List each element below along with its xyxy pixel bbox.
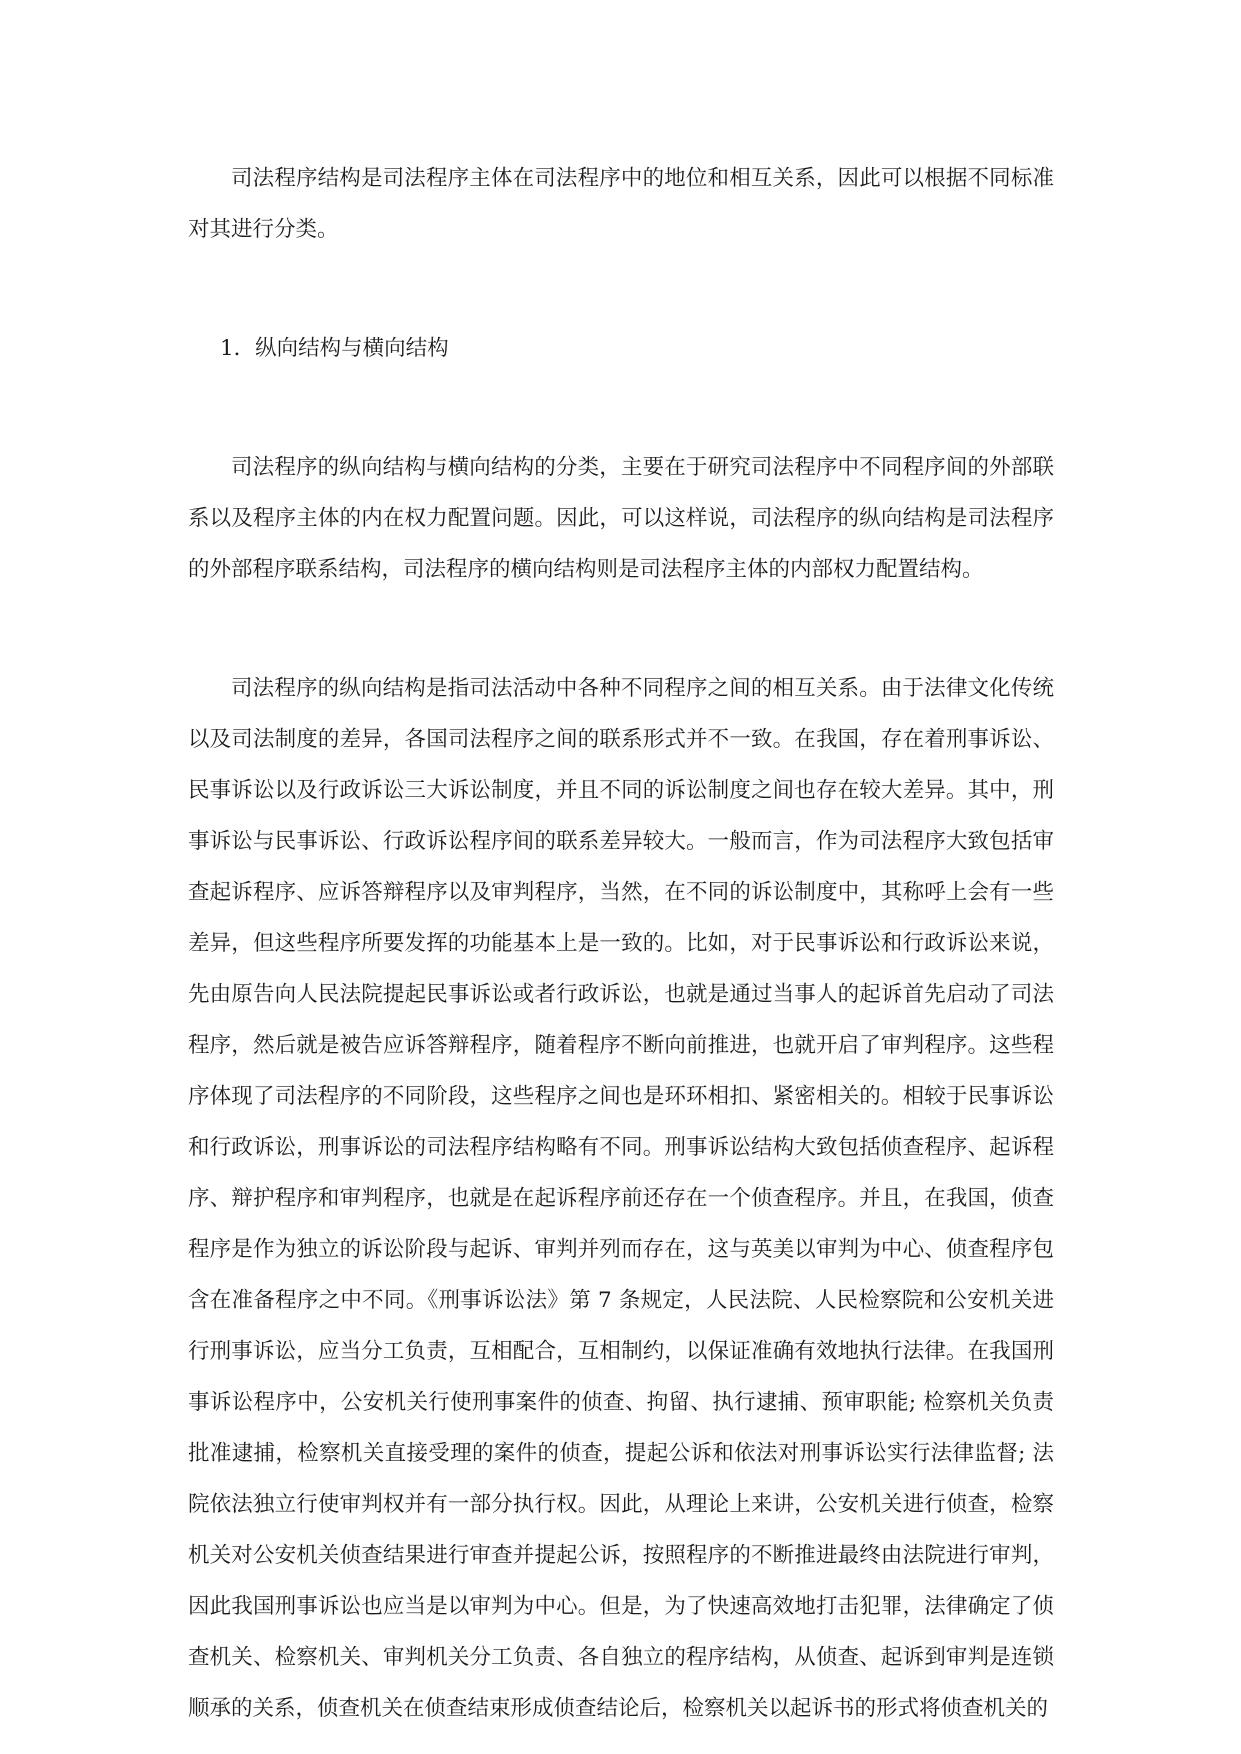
intro-paragraph: 司法程序结构是司法程序主体在司法程序中的地位和相互关系，因此可以根据不同标准对其进行分类。 — [188, 166, 1054, 242]
paragraph-spacer — [188, 374, 1054, 442]
body-paragraph: 司法程序的纵向结构是指司法活动中各种不同程序之间的相互关系。由于法律文化传统以及司法制度的差异，各国司法程序之间的联系形式并不一致。在我国，存在着刑事诉讼、民事诉讼以及行政诉讼三大诉讼制度，并且不同的诉讼制度之间也存在较大差异。其中，刑事诉讼与民事诉讼、行政诉讼程序间的联系差异较大。一般而言，作为司法程序大致包括审查起诉程序、应诉答辩程序以及审判程序，当然，在不同的诉讼制度中，其称呼上会有一些差异，但这些程序所要发挥的功能基本上是一致的。比如，对于民事诉讼和行政诉讼来说，先由原告向人民法院提起民事诉讼或者行政诉讼，也就是通过当事人的起诉首先启动了司法程序，然后就是被告应诉答辩程序，随着程序不断向前推进，也就开启了审判程序。这些程序体现了司法程序的不同阶段，这些程序之间也是环环相扣、紧密相关的。相较于民事诉讼和行政诉讼，刑事诉讼的司法程序结构略有不同。刑事诉讼结构大致包括侦查程序、起诉程序、辩护程序和审判程序，也就是在起诉程序前还存在一个侦查程序。并且，在我国，侦查程序是作为独立的诉讼阶段与起诉、审判并列而存在，这与英美以审判为中心、侦查程序包含在准备程序之中不同。《刑事诉讼法》第 7 条规定，人民法院、人民检察院和公安机关进行刑事诉讼，应当分工负责，互相配合，互相制约，以保证准确有效地执行法律。在我国刑事诉讼程序中，公安机关行使刑事案件的侦查、拘留、执行逮捕、预审职能; 检察机关负责批准逮捕，检察机关直接受理的案件的侦查，提起公诉和依法对刑事诉讼实行法律监督; 法院依法独立行使审判权并有一部分执行权。因此，从理论上来讲，公安机关进行侦查，检察机关对公安机关侦查结果进行审查并提起公诉，按照程序的不断推进最终由法院进行审判，因此我国刑事诉讼也应当是以审判为中心。但是，为了快速高效地打击犯罪，法律确定了侦查机关、检察机关、审判机关分工负责、各自独立的程序结构，从侦查、起诉到审判是连锁顺承的关系，侦查机关在侦查结束形成侦查结论后，检察机关以起诉书的形式将侦查机关的 — [188, 676, 1054, 1721]
paragraph-spacer — [188, 255, 1054, 323]
document-body — [188, 153, 1054, 1734]
section-heading: 1．纵向结构与横向结构 — [220, 336, 449, 361]
body-paragraph: 司法程序的纵向结构与横向结构的分类，主要在于研究司法程序中不同程序间的外部联系以及程序主体的内在权力配置问题。因此，可以这样说，司法程序的纵向结构是司法程序的外部程序联系结构，司法程序的横向结构则是司法程序主体的内部权力配置结构。 — [188, 455, 1054, 582]
paragraph-spacer — [188, 595, 1054, 663]
